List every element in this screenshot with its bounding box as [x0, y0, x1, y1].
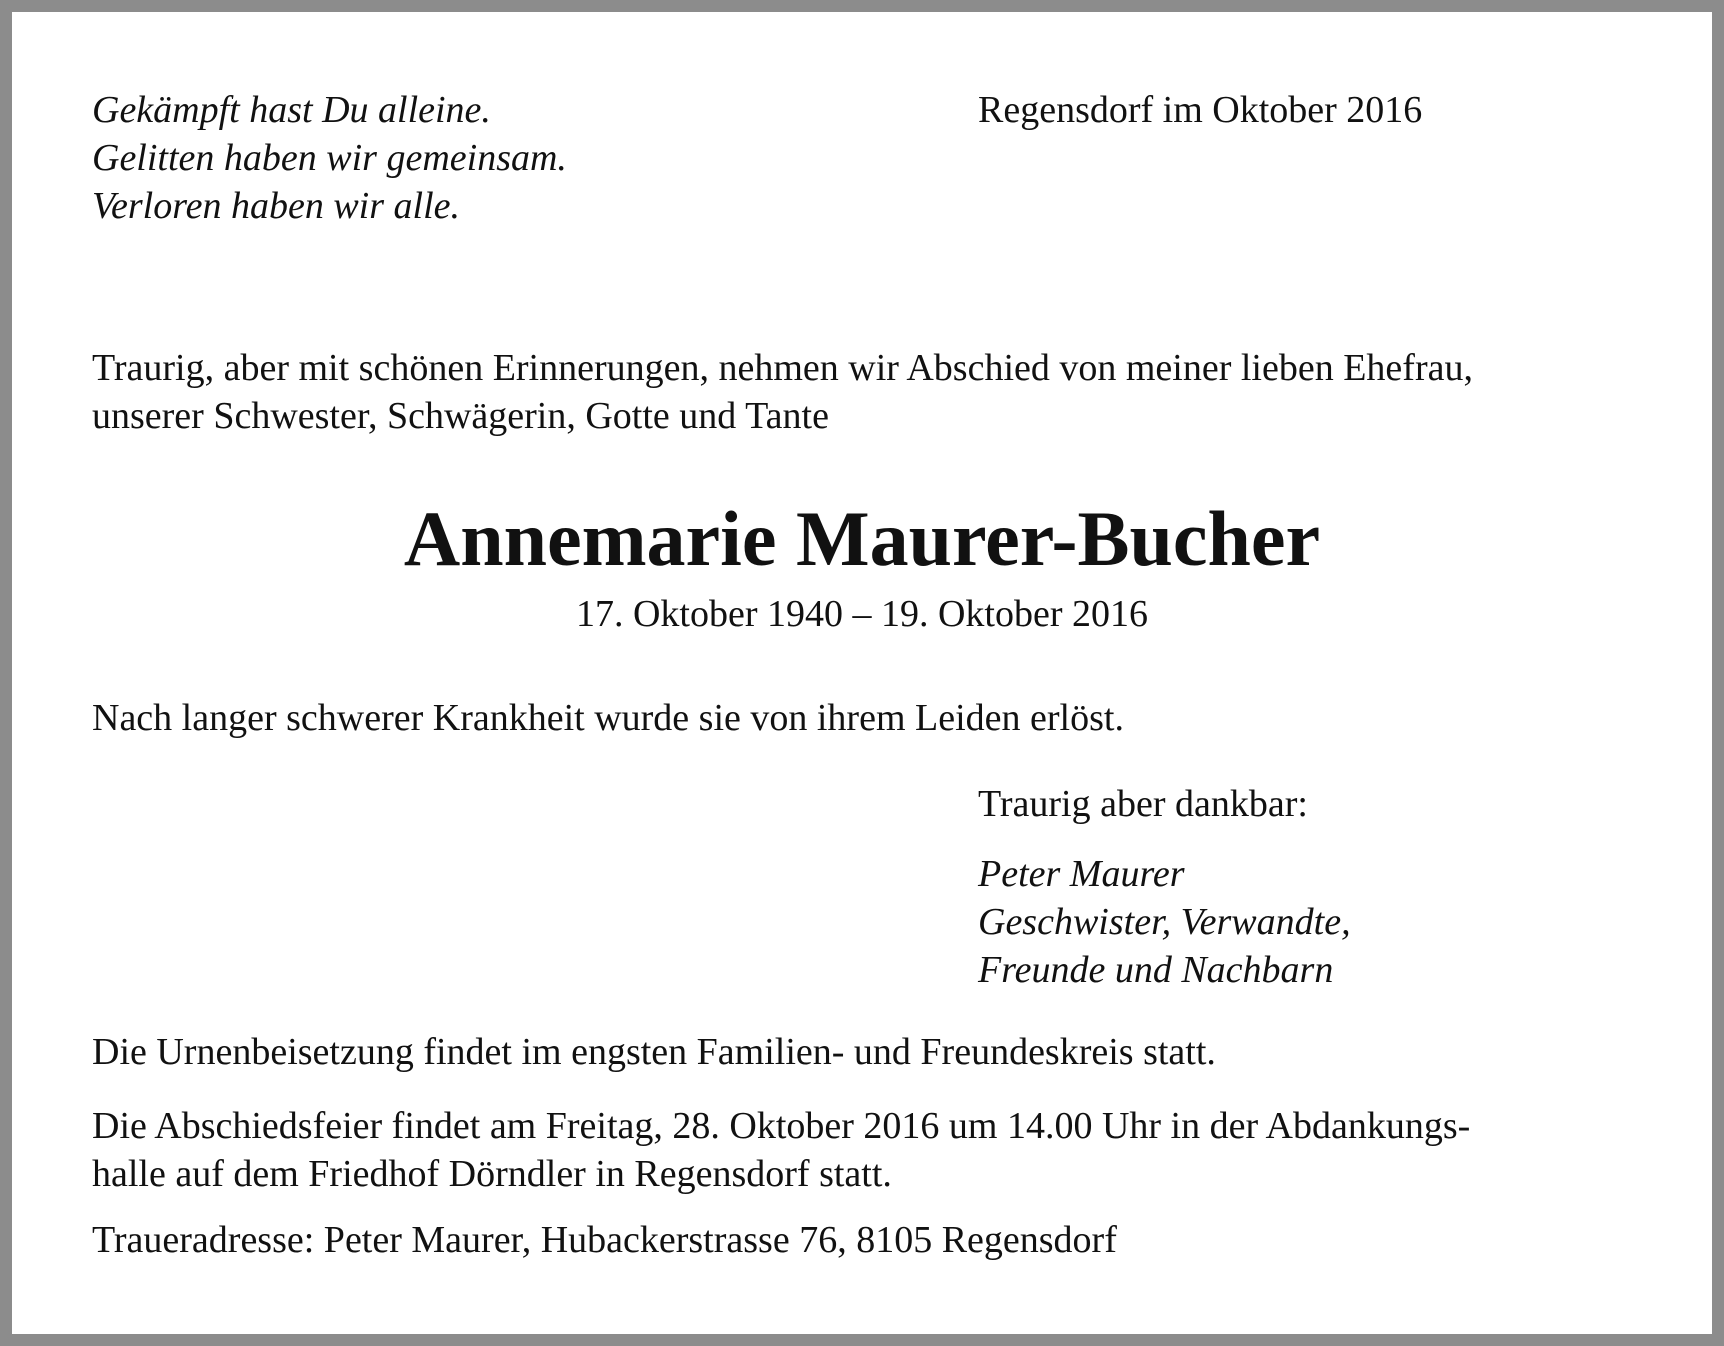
ceremony-text	[92, 1102, 1470, 1198]
place-date: Regensdorf im Oktober 2016	[978, 89, 1423, 131]
ceremony-line-2: halle auf dem Friedhof Dörndler in Regensdorf statt.	[92, 1153, 892, 1195]
release-text: Nach langer schwerer Krankheit wurde sie von ihrem Leiden erlöst.	[92, 697, 1124, 739]
intro-text	[92, 344, 1473, 440]
obituary-card	[12, 12, 1712, 1334]
intro-line-1: Traurig, aber mit schönen Erinnerungen, nehmen wir Abschied von meiner lieben Ehefrau,	[92, 347, 1473, 389]
motto-block	[92, 86, 567, 230]
motto-line-2: Gelitten haben wir gemeinsam.	[92, 137, 567, 179]
mourner-line-1: Peter Maurer	[978, 853, 1185, 895]
mourner-line-2: Geschwister, Verwandte,	[978, 901, 1351, 943]
ceremony-line-1: Die Abschiedsfeier findet am Freitag, 28. Oktober 2016 um 14.00 Uhr in der Abdankungs-	[92, 1105, 1471, 1147]
mourners-heading: Traurig aber dankbar:	[978, 783, 1308, 825]
urn-text: Die Urnenbeisetzung findet im engsten Familien- und Freundeskreis statt.	[92, 1031, 1216, 1073]
life-dates: 17. Oktober 1940 – 19. Oktober 2016	[575, 593, 1149, 635]
deceased-name: Annemarie Maurer-Bucher	[403, 495, 1321, 582]
mourner-line-3: Freunde und Nachbarn	[978, 949, 1334, 991]
motto-line-1: Gekämpft hast Du alleine.	[92, 89, 491, 131]
intro-line-2: unserer Schwester, Schwägerin, Gotte und Tante	[92, 395, 829, 437]
mourning-address: Traueradresse: Peter Maurer, Hubackerstrasse 76, 8105 Regensdorf	[92, 1219, 1117, 1261]
mourners-list	[978, 850, 1351, 994]
motto-line-3: Verloren haben wir alle.	[92, 185, 460, 227]
